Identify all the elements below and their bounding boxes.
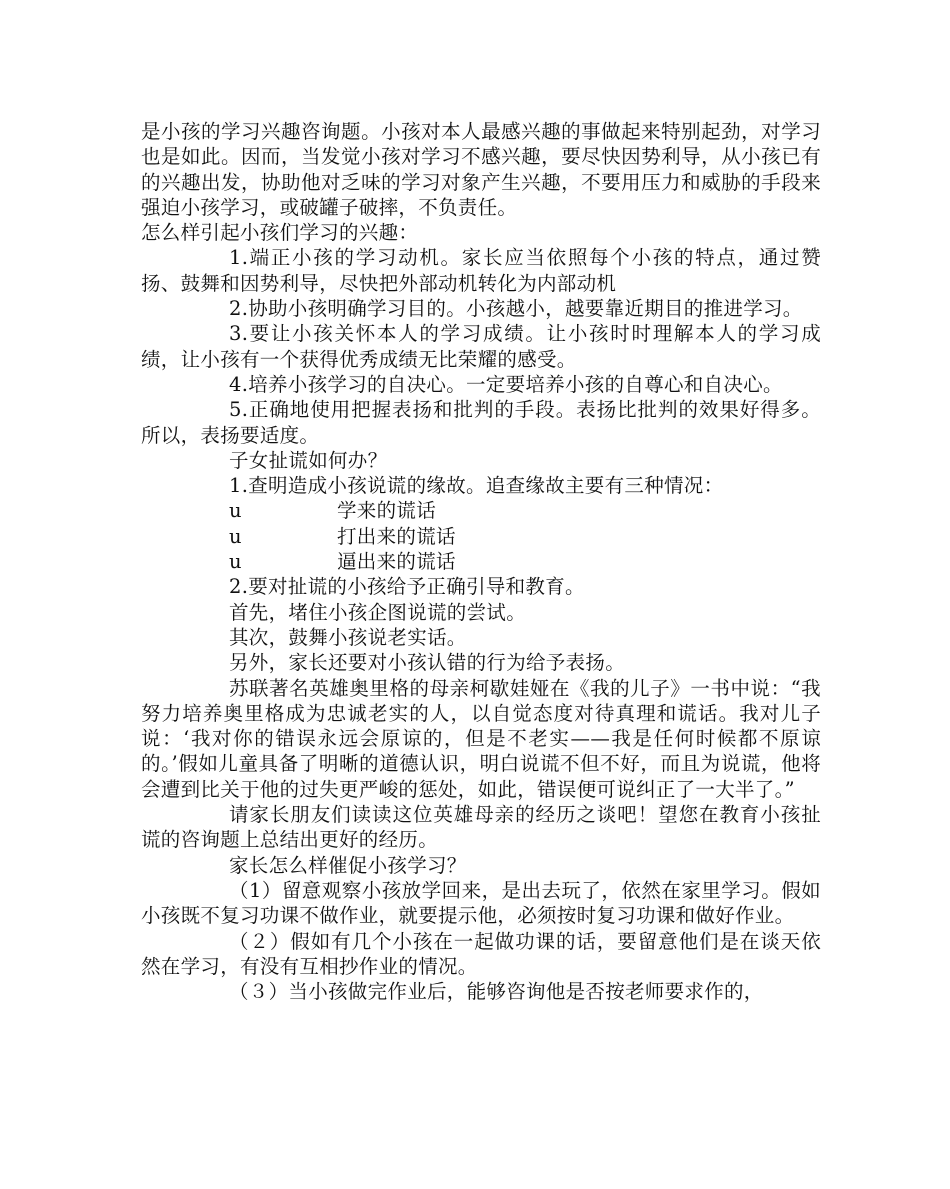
paragraph-item-4-confidence: 4.培养小孩学习的自决心。一定要培养小孩的自尊心和自决心。 [229,372,783,396]
paragraph-first: 首先，堵住小孩企图说谎的尝试。 [229,600,527,624]
paragraph-hero-mother-quote: 苏联著名英雄奥里格的母亲柯歇娃娅在《我的儿子》一书中说：“我努力培养奥里格成为忠诚老实的人，以自觉态度对待真理和谎话。我对儿子说：‘我对你的错误永远会原谅的，但是不老实——我是任何时候都不原谅的。’假如儿童具备了明晰的道德认识，明白说谎不但不好，而且为说谎，他将会遭到比关于他的过失更严峻的惩处，如此，错误便可说纠正了一大半了。” [141,676,821,801]
bullet-marker: u [229,499,242,523]
list-item [141,498,821,523]
list-item [141,549,821,574]
paragraph-observe-1: （1）留意观察小孩放学回来，是出去玩了，依然在家里学习。假如小孩既不复习功课不做作业，就要提示他，必须按时复习功课和做好作业。 [141,878,821,928]
bullet-text: 学来的谎话 [337,499,437,523]
bullet-text: 打出来的谎话 [337,524,456,548]
bullet-marker: u [229,550,242,574]
paragraph-observe-2: （２）假如有几个小孩在一起做功课的话，要留意他们是在谈天依然在学习，有没有互相抄作业的情况。 [141,929,821,978]
paragraph-parents-appeal: 请家长朋友们读读这位英雄母亲的经历之谈吧！望您在教育小孩扯谎的咨询题上总结出更好的经历。 [141,803,821,852]
paragraph-lying-causes: 1.查明造成小孩说谎的缘故。追查缘故主要有三种情况： [229,474,724,498]
heading-lying: 子女扯谎如何办？ [229,448,388,472]
paragraph-guide-child: 2.要对扯谎的小孩给予正确引导和教育。 [229,575,585,599]
paragraph-item-1-motivation: 1.端正小孩的学习动机。家长应当依照每个小孩的特点，通过赞扬、鼓舞和因势利导，尽快把外部动机转化为内部动机 [141,246,821,295]
paragraph-item-5-praise: 5.正确地使用把握表扬和批判的手段。表扬比批判的效果好得多。所以，表扬要适度。 [141,398,821,447]
paragraph-additionally: 另外，家长还要对小孩认错的行为给予表扬。 [229,651,626,675]
paragraph-observe-3: （３）当小孩做完作业后，能够咨询他是否按老师要求作的， [229,980,764,1004]
paragraph-how-to-interest: 怎么样引起小孩们学习的兴趣： [141,221,419,245]
paragraph-interest-intro: 是小孩的学习兴趣咨询题。小孩对本人最感兴趣的事做起来特别起劲，对学习也是如此。因而，当发觉小孩对学习不感兴趣，要尽快因势利导，从小孩已有的兴趣出发，协助他对乏味的学习对象产生兴趣，不要用压力和威胁的手段来强迫小孩学习，或破罐子破摔，不负责任。 [141,120,821,219]
bullet-text: 逼出来的谎话 [337,550,456,574]
paragraph-second: 其次，鼓舞小孩说老实话。 [229,625,467,649]
bullet-marker: u [229,524,242,548]
document-body [141,119,821,1004]
paragraph-item-2-goal: 2.协助小孩明确学习目的。小孩越小，越要靠近期目的推进学习。 [229,297,803,321]
list-item [141,524,821,549]
heading-urge-study: 家长怎么样催促小孩学习？ [229,853,467,877]
paragraph-item-3-grades: 3.要让小孩关怀本人的学习成绩。让小孩时时理解本人的学习成绩，让小孩有一个获得优秀成绩无比荣耀的感受。 [141,322,821,371]
